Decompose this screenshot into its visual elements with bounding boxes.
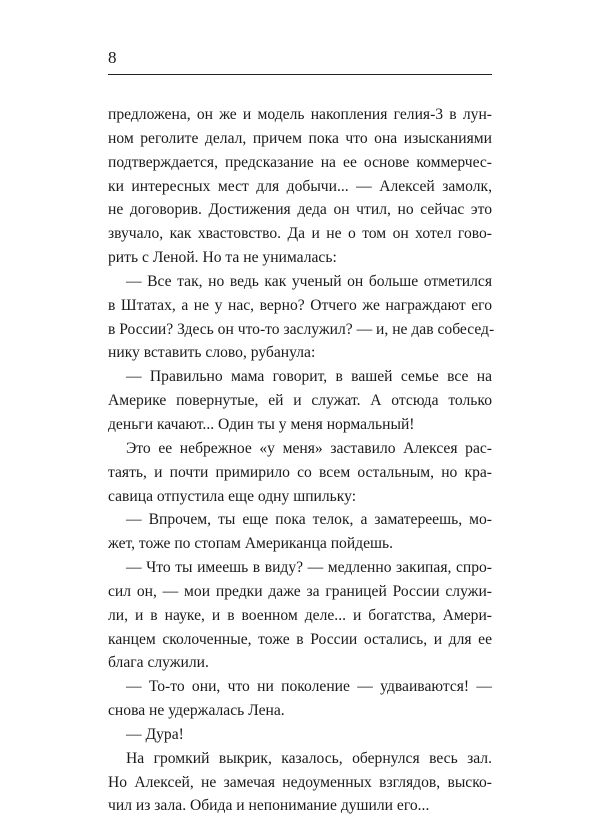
text-line: подтверждается, предсказание на ее основе коммерчес- [108, 153, 492, 171]
text-line: рить с Леной. Но та не унималась: [108, 249, 337, 267]
text-line: таять, и почти примирило со всем остальным, но кра- [108, 463, 492, 481]
page-number: 8 [108, 48, 117, 67]
text-line: — Впрочем, ты еще пока телок, а заматереешь, мо- [126, 511, 492, 529]
text-line: в Штатах, а не у нас, верно? Отчего же награждают его [108, 296, 492, 314]
text-line: чил из зала. Обида и непонимание душили его... [108, 797, 430, 815]
text-line: — Правильно мама говорит, в вашей семье все на [126, 368, 492, 386]
text-line: Америке повернутые, ей и служат. А отсюда только [108, 392, 492, 410]
text-line: в России? Здесь он что-то заслужил? — и, не дав собесед- [108, 320, 495, 338]
header-rule [108, 74, 492, 75]
text-line: Но Алексей, не замечая недоуменных взглядов, выско- [108, 773, 492, 791]
text-line: звучало, как хвастовство. Да и не о том он хотел гово- [108, 225, 492, 243]
text-line: не договорив. Достижения деда он чтил, но сейчас это [108, 201, 492, 219]
text-line: — Все так, но ведь как ученый он больше отметился [126, 272, 492, 290]
text-line: сил он, — мои предки даже за границей России служи- [108, 582, 492, 600]
text-line: ки интересных мест для добычи... — Алексей замолк, [108, 177, 492, 195]
text-line: предложена, он же и модель накопления гелия-3 в лун- [108, 106, 492, 123]
text-line: канцем сколоченные, тоже в России остались, и для ее [108, 630, 492, 648]
body-text [108, 103, 495, 818]
text-line: ли, и в науке, и в военном деле... и богатства, Амери- [108, 606, 492, 624]
text-line: На громкий выкрик, казалось, обернулся весь зал. [126, 749, 492, 767]
text-line: савица отпустила еще одну шпильку: [108, 487, 357, 505]
text-line: блага служили. [108, 654, 209, 672]
text-line: — Что ты имеешь в виду? — медленно закипая, спро- [126, 559, 492, 577]
text-line: деньги качают... Один ты у меня нормальный! [108, 415, 415, 433]
text-line: — То-то они, что ни поколение — удваиваются! — [126, 678, 492, 696]
text-line: снова не удержалась Лена. [108, 702, 285, 720]
text-line: Это ее небрежное «у меня» заставило Алексея рас- [126, 439, 492, 457]
text-line: ном реголите делал, причем пока что она изысканиями [108, 129, 492, 147]
text-line: жет, тоже по стопам Американца пойдешь. [108, 535, 394, 553]
text-line: нику вставить слово, рубанула: [108, 344, 316, 362]
text-line: — Дура! [126, 725, 184, 743]
